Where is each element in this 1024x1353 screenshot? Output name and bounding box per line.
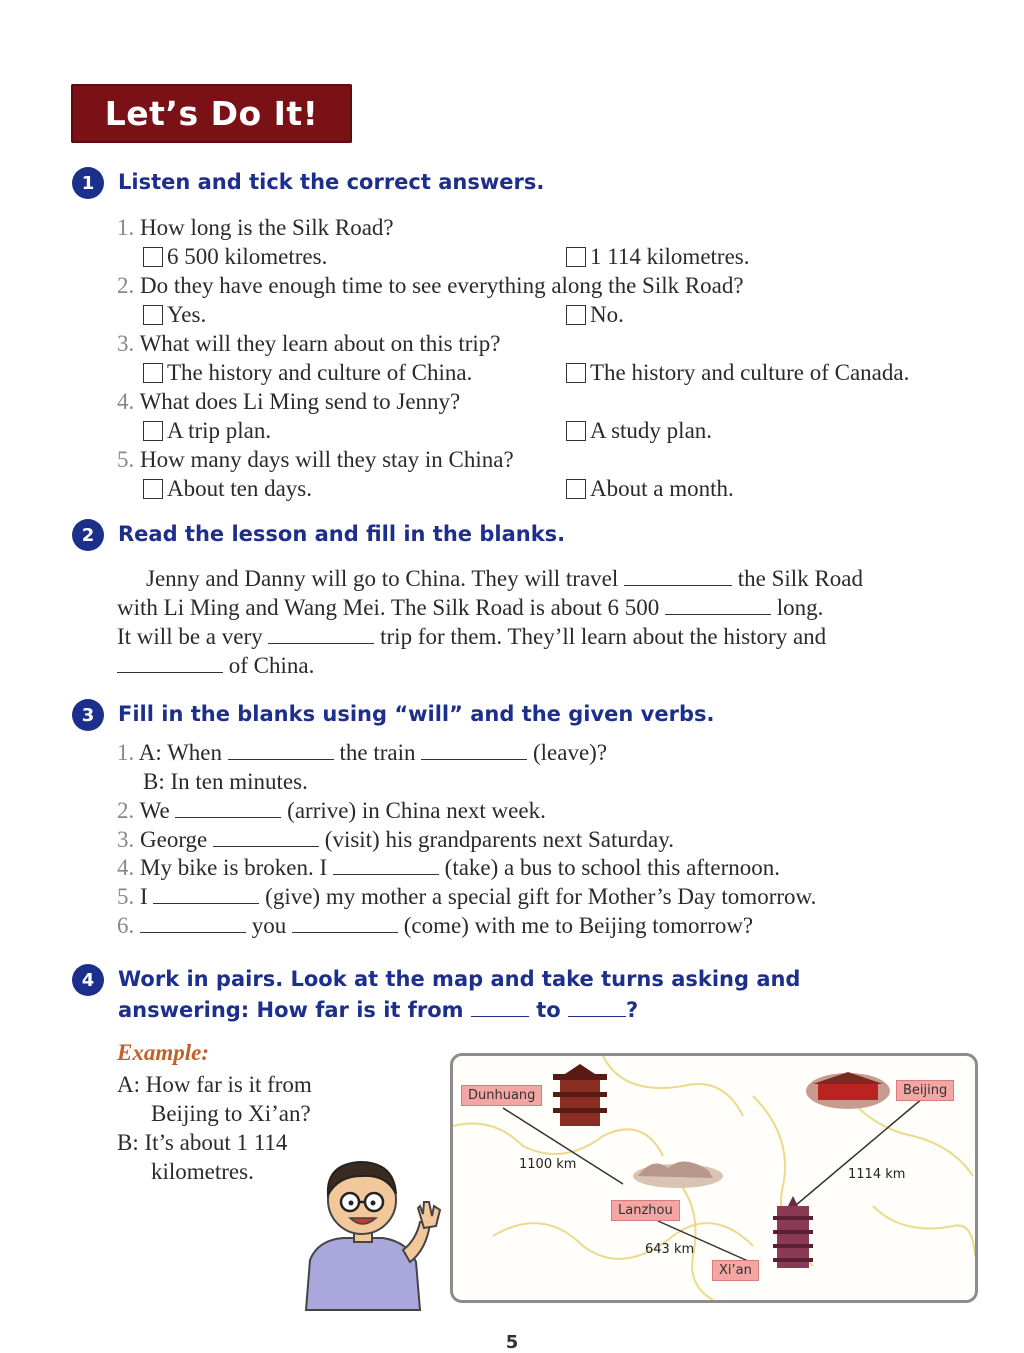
- blank[interactable]: [175, 797, 281, 818]
- checkbox[interactable]: [143, 305, 163, 325]
- example-line-2: Beijing to Xi’an?: [151, 1101, 311, 1126]
- checkbox[interactable]: [566, 421, 586, 441]
- option-3b[interactable]: The history and culture of Canada.: [566, 358, 909, 387]
- checkbox[interactable]: [143, 479, 163, 499]
- distance-label-1114: 1114 km: [848, 1167, 906, 1182]
- exercise-1: 1. A: When the train (leave)?: [117, 740, 608, 765]
- question-4: 4. What does Li Ming send to Jenny?: [117, 389, 461, 414]
- option-3a[interactable]: The history and culture of China.: [143, 358, 472, 387]
- page-number: 5: [505, 1332, 519, 1353]
- exercise-2: 2. We (arrive) in China next week.: [117, 798, 546, 823]
- checkbox[interactable]: [566, 305, 586, 325]
- option-2b[interactable]: No.: [566, 300, 624, 329]
- blank[interactable]: [117, 652, 223, 673]
- blank[interactable]: [140, 912, 246, 933]
- checkbox[interactable]: [143, 247, 163, 267]
- city-label-beijing: Beijing: [896, 1080, 954, 1101]
- dunhuang-landmark-icon: [553, 1064, 607, 1126]
- section-3-heading: Fill in the blanks using “will” and the given verbs.: [118, 702, 715, 726]
- checkbox[interactable]: [566, 479, 586, 499]
- blank[interactable]: [333, 854, 439, 875]
- lets-do-it-banner: [71, 84, 352, 143]
- section-3-number: 3: [72, 699, 104, 731]
- option-4a[interactable]: A trip plan.: [143, 416, 271, 445]
- checkbox[interactable]: [143, 363, 163, 383]
- example-label: Example:: [117, 1040, 209, 1065]
- distance-label-643: 643 km: [645, 1242, 695, 1257]
- option-5a[interactable]: About ten days.: [143, 474, 312, 503]
- exercise-1-reply: B: In ten minutes.: [143, 769, 308, 794]
- section-4-heading-line-2: answering: How far is it from to ?: [118, 994, 638, 1025]
- blank: [471, 994, 529, 1017]
- example-line-1: A: How far is it from: [117, 1072, 312, 1097]
- question-5: 5. How many days will they stay in China?: [117, 447, 514, 472]
- blank[interactable]: [421, 739, 527, 760]
- question-1: 1. How long is the Silk Road?: [117, 215, 394, 240]
- boy-illustration: [298, 1150, 448, 1315]
- option-2a[interactable]: Yes.: [143, 300, 206, 329]
- section-2-number: 2: [72, 519, 104, 551]
- section-4-heading-line-1: Work in pairs. Look at the map and take turns asking and: [118, 967, 801, 991]
- checkbox[interactable]: [143, 421, 163, 441]
- blank[interactable]: [228, 739, 334, 760]
- section-1-number: 1: [72, 167, 104, 199]
- option-5b[interactable]: About a month.: [566, 474, 734, 503]
- blank[interactable]: [665, 594, 771, 615]
- blank[interactable]: [268, 623, 374, 644]
- blank[interactable]: [292, 912, 398, 933]
- checkbox[interactable]: [566, 247, 586, 267]
- banner-title: Let’s Do It!: [104, 94, 319, 133]
- city-label-lanzhou: Lanzhou: [611, 1200, 680, 1221]
- blank[interactable]: [213, 826, 319, 847]
- question-2: 2. Do they have enough time to see everything along the Silk Road?: [117, 273, 744, 298]
- xian-pagoda-icon: [773, 1196, 813, 1268]
- blank[interactable]: [624, 565, 732, 586]
- distance-label-1100: 1100 km: [519, 1157, 577, 1172]
- option-4b[interactable]: A study plan.: [566, 416, 712, 445]
- exercise-3: 3. George (visit) his grandparents next Saturday.: [117, 827, 674, 852]
- exercise-5: 5. I (give) my mother a special gift for Mother’s Day tomorrow.: [117, 884, 817, 909]
- silk-road-map: [450, 1053, 978, 1303]
- question-3: 3. What will they learn about on this trip?: [117, 331, 501, 356]
- option-1b[interactable]: 1 114 kilometres.: [566, 242, 749, 271]
- exercise-6: 6. you (come) with me to Beijing tomorrow?: [117, 913, 754, 938]
- example-line-3: B: It’s about 1 114: [117, 1130, 288, 1155]
- exercise-4: 4. My bike is broken. I (take) a bus to school this afternoon.: [117, 855, 781, 880]
- city-label-xian: Xi’an: [712, 1260, 759, 1281]
- blank[interactable]: [153, 883, 259, 904]
- section-1-heading: Listen and tick the correct answers.: [118, 170, 545, 194]
- paragraph-line-1: Jenny and Danny will go to China. They will travel the Silk Road: [146, 566, 864, 591]
- paragraph-line-2: with Li Ming and Wang Mei. The Silk Road is about 6 500 long.: [117, 595, 824, 620]
- section-2-heading: Read the lesson and fill in the blanks.: [118, 522, 566, 546]
- lanzhou-landmark-icon: [633, 1161, 723, 1188]
- paragraph-line-3: It will be a very trip for them. They’ll learn about the history and: [117, 624, 827, 649]
- city-label-dunhuang: Dunhuang: [461, 1085, 542, 1106]
- checkbox[interactable]: [566, 363, 586, 383]
- option-1a[interactable]: 6 500 kilometres.: [143, 242, 327, 271]
- blank: [568, 994, 626, 1017]
- paragraph-line-4: of China.: [117, 651, 314, 680]
- beijing-landmark-icon: [806, 1072, 890, 1109]
- section-4-number: 4: [72, 964, 104, 996]
- example-line-4: kilometres.: [151, 1159, 254, 1184]
